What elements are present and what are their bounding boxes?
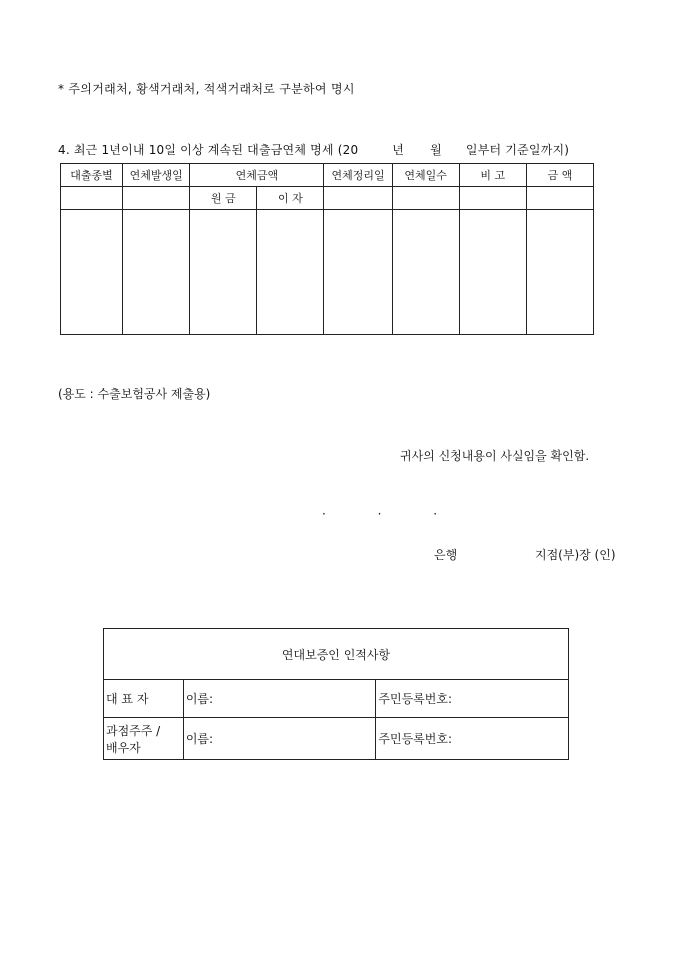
resident-id-field[interactable]: 주민등록번호: (376, 718, 569, 760)
role-line-1: 과점주주 / (106, 723, 161, 738)
data-cell-principal[interactable] (190, 210, 257, 335)
role-shareholder-spouse (104, 718, 184, 760)
subheader-principal: 원 금 (190, 187, 257, 210)
section4-title-text: 4. 최근 1년이내 10일 이상 계속된 대출금연체 명세 (20 (58, 143, 359, 157)
empty-cell[interactable] (324, 187, 392, 210)
month-label: 월 (430, 143, 442, 157)
data-cell-overdue-date[interactable] (123, 210, 190, 335)
header-overdue-date: 연체발생일 (123, 164, 190, 187)
name-field[interactable]: 이름: (183, 718, 376, 760)
data-cell-loan-type[interactable] (61, 210, 123, 335)
note-text: * 주의거래처, 황색거래처, 적색거래처로 구분하여 명시 (58, 82, 355, 96)
empty-cell[interactable] (123, 187, 190, 210)
header-remarks: 비 고 (459, 164, 526, 187)
usage-text: (용도 : 수출보험공사 제출용) (58, 387, 211, 401)
table-subheader-row (61, 187, 594, 210)
guarantor-title-row (104, 629, 569, 680)
section4-tail: 일부터 기준일까지) (465, 143, 570, 157)
year-label: 년 (392, 143, 405, 157)
data-cell-interest[interactable] (257, 210, 324, 335)
empty-cell[interactable] (61, 187, 123, 210)
role-line-2: 배우자 (106, 740, 141, 755)
guarantor-title: 연대보증인 인적사항 (104, 629, 569, 680)
subheader-interest: 이 자 (257, 187, 324, 210)
date-dots: · · · (322, 507, 462, 521)
confirmation-text: 귀사의 신청내용이 사실임을 확인함. (400, 449, 590, 463)
role-representative: 대 표 자 (104, 680, 184, 718)
empty-cell[interactable] (459, 187, 526, 210)
guarantor-row-shareholder (104, 718, 569, 760)
guarantor-row-representative (104, 680, 569, 718)
delinquency-table (60, 163, 594, 335)
table-data-row (61, 210, 594, 335)
table-header-row (61, 164, 594, 187)
data-cell-settle-date[interactable] (324, 210, 392, 335)
guarantor-table (103, 628, 569, 760)
branch-manager-label: 지점(부)장 (인) (535, 548, 616, 562)
header-overdue-days: 연체일수 (392, 164, 459, 187)
section4-title (58, 141, 569, 158)
header-amount: 금 액 (526, 164, 593, 187)
resident-id-field[interactable]: 주민등록번호: (376, 680, 569, 718)
header-overdue-amount: 연체금액 (190, 164, 324, 187)
empty-cell[interactable] (526, 187, 593, 210)
name-field[interactable]: 이름: (183, 680, 376, 718)
data-cell-remarks[interactable] (459, 210, 526, 335)
header-loan-type: 대출종별 (61, 164, 123, 187)
data-cell-amount[interactable] (526, 210, 593, 335)
header-settle-date: 연체정리일 (324, 164, 392, 187)
bank-label: 은행 (434, 548, 458, 562)
empty-cell[interactable] (392, 187, 459, 210)
data-cell-overdue-days[interactable] (392, 210, 459, 335)
